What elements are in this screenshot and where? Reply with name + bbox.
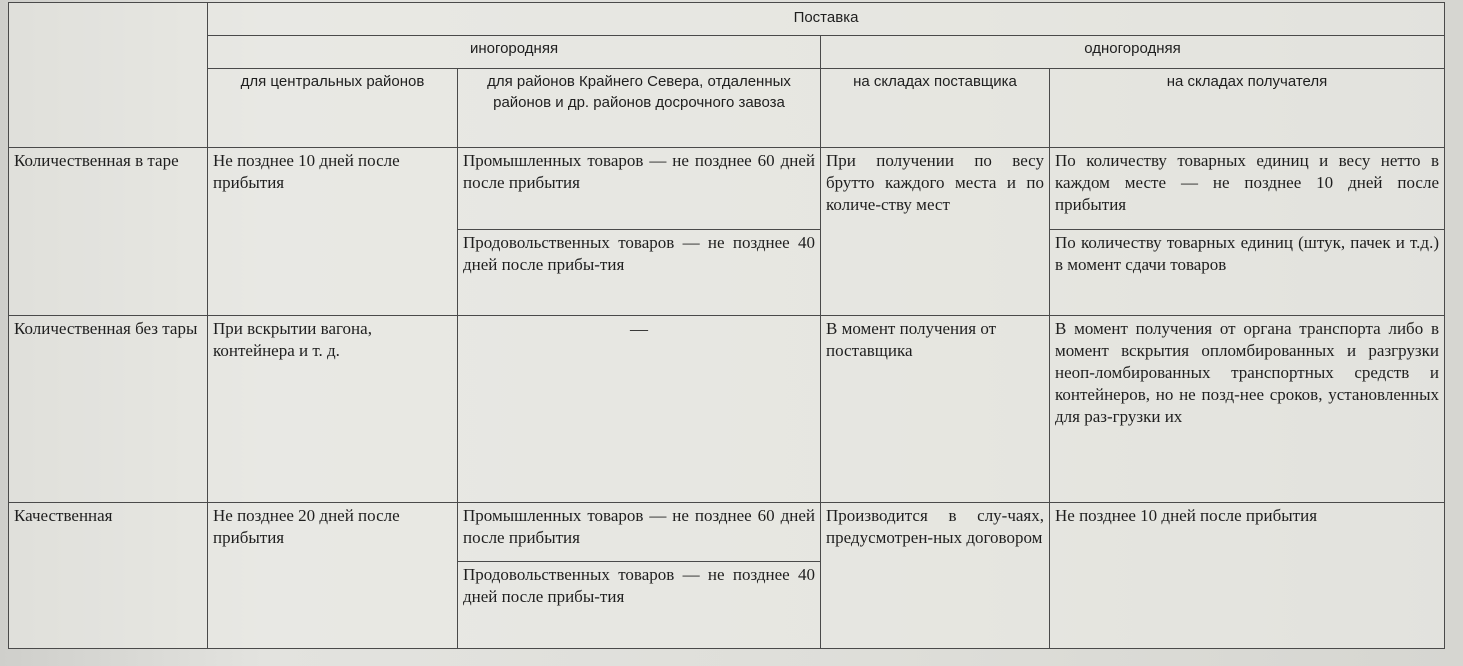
cell-central-quantity-packed: Не позднее 10 дней после прибытия	[208, 148, 458, 316]
cell-far-north-industrial-quality: Промышленных товаров — не позднее 60 дней после прибытия	[458, 503, 821, 562]
acceptance-terms-table	[8, 2, 1445, 649]
header-supplier-warehouse: на складах поставщика	[821, 69, 1050, 148]
cell-far-north-industrial-quantity-packed: Промышленных товаров — не позднее 60 дней после прибытия	[458, 148, 821, 230]
corner-cell	[9, 3, 208, 148]
cell-supplier-quantity-unpacked: В момент получения от поставщика	[821, 316, 1050, 503]
cell-central-quality: Не позднее 20 дней после прибытия	[208, 503, 458, 649]
header-local: одногородняя	[821, 36, 1445, 69]
header-central-regions: для центральных районов	[208, 69, 458, 148]
header-supply: Поставка	[208, 3, 1445, 36]
cell-recipient-quantity-packed-2: По количеству товарных единиц (штук, пачек и т.д.) в момент сдачи товаров	[1050, 230, 1445, 316]
cell-supplier-quantity-packed: При получении по весу брутто каждого места и по количе-ству мест	[821, 148, 1050, 316]
cell-far-north-food-quality: Продовольственных товаров — не позднее 40 дней после прибы-тия	[458, 562, 821, 649]
header-far-north: для районов Крайнего Севера, отдаленных районов и др. районов досрочного завоза	[458, 69, 821, 148]
cell-far-north-quantity-unpacked: —	[458, 316, 821, 503]
cell-supplier-quality: Производится в слу-чаях, предусмотрен-ных договором	[821, 503, 1050, 649]
row-label-quantity-packed: Количественная в таре	[9, 148, 208, 316]
header-intercity: иногородняя	[208, 36, 821, 69]
row-label-quantity-unpacked: Количественная без тары	[9, 316, 208, 503]
cell-recipient-quality: Не позднее 10 дней после прибытия	[1050, 503, 1445, 649]
cell-recipient-quantity-packed-1: По количеству товарных единиц и весу нетто в каждом месте — не позднее 10 дней после прибытия	[1050, 148, 1445, 230]
row-label-quality: Качественная	[9, 503, 208, 649]
cell-recipient-quantity-unpacked: В момент получения от органа транспорта либо в момент вскрытия опломбированных и разгрузки неоп-ломбированных транспортных средств и контейнеров, но не позд-нее сроков, установленных для раз-грузки их	[1050, 316, 1445, 503]
cell-central-quantity-unpacked: При вскрытии вагона, контейнера и т. д.	[208, 316, 458, 503]
header-recipient-warehouse: на складах получателя	[1050, 69, 1445, 148]
cell-far-north-food-quantity-packed: Продовольственных товаров — не позднее 40 дней после прибы-тия	[458, 230, 821, 316]
